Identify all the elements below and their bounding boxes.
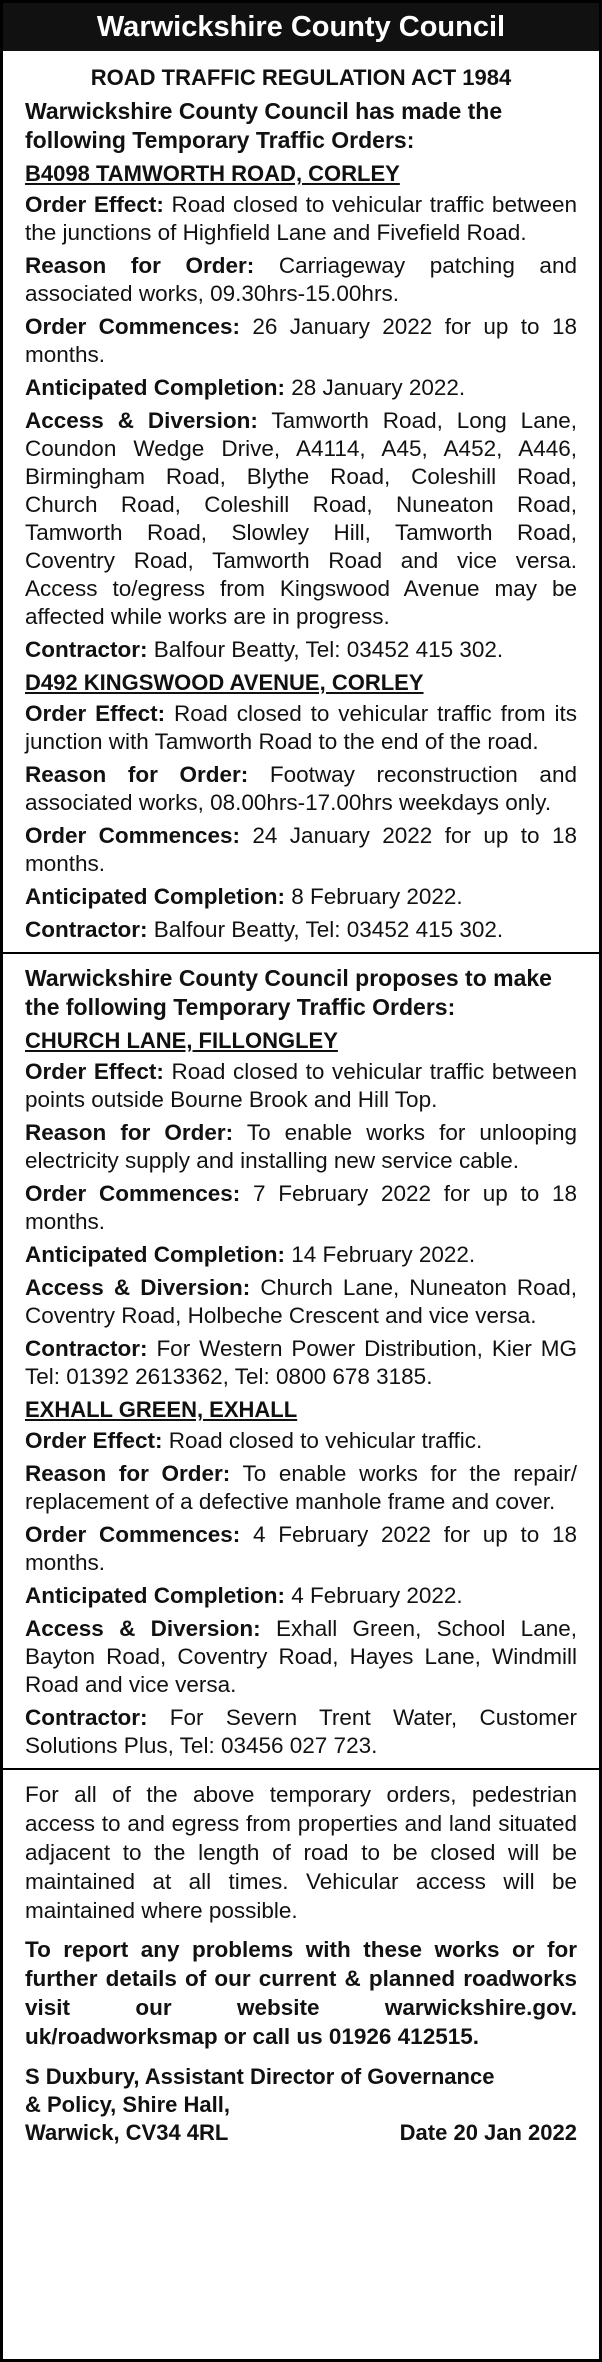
anticipated-completion [25, 374, 577, 402]
reason-for-order [25, 1460, 577, 1516]
order-heading: EXHALL GREEN, EXHALL [25, 1397, 298, 1422]
order-heading: CHURCH LANE, FILLONGLEY [25, 1028, 338, 1053]
field-text: Balfour Beatty, Tel: 03452 415 302. [153, 637, 504, 662]
anticipated-completion [25, 1241, 577, 1269]
signoff-block [25, 2063, 577, 2147]
proposed-orders-intro: Warwickshire County Council proposes to make the following Temporary Traffic Orders: [25, 965, 552, 1020]
field-text: Tamworth Road, Long Lane, Coundon Wedge Drive, A4114, A45, A452, A446, Birmingham Road, Blythe Road, Coleshill Road, Church Road, Coleshill Road, Nuneaton Road, Tamworth Road, Slowley Hill, Tamworth Road, Coventry Road, Tamworth Road and vice versa. Access to/egress from Kingswood Avenue may be affected while works are in progress. [25, 408, 577, 629]
section-divider [3, 1768, 599, 1770]
field-label: Reason for Order: [25, 1120, 234, 1145]
order-heading: B4098 TAMWORTH ROAD, CORLEY [25, 161, 400, 186]
section-divider [3, 952, 599, 954]
field-label: Reason for Order: [25, 762, 249, 787]
field-text: 4 February 2022 for up to 18 months. [25, 1522, 577, 1575]
signatory-address: Warwick, CV34 4RL [25, 2120, 229, 2145]
field-label: Order Commences: [25, 314, 240, 339]
contractor [25, 916, 577, 944]
field-text: Footway reconstruction and associated works, 08.00hrs-17.00hrs weekdays only. [25, 762, 577, 815]
field-text: 7 February 2022 for up to 18 months. [25, 1181, 577, 1234]
field-text: For Western Power Distribution, Kier MG Tel: 01392 2613362, Tel: 0800 678 3185. [25, 1336, 577, 1389]
order-section [25, 670, 577, 944]
access-diversion [25, 1274, 577, 1330]
field-text: 26 January 2022 for up to 18 months. [25, 314, 577, 367]
order-commences [25, 822, 577, 878]
field-label: Order Commences: [25, 1181, 241, 1206]
field-label: Contractor: [25, 1705, 148, 1730]
access-diversion [25, 1615, 577, 1699]
field-label: Anticipated Completion: [25, 1242, 285, 1267]
field-text: To enable works for the repair/ replacement of a defective manhole frame and cover. [25, 1461, 577, 1514]
field-label: Access & Diversion: [25, 1616, 261, 1641]
field-text: Road closed to vehicular traffic. [168, 1428, 483, 1453]
field-label: Anticipated Completion: [25, 375, 285, 400]
field-text: 14 February 2022. [291, 1242, 476, 1267]
field-text: Church Lane, Nuneaton Road, Coventry Road, Holbeche Crescent and vice versa. [25, 1275, 577, 1328]
order-commences [25, 1180, 577, 1236]
order-effect [25, 191, 577, 247]
access-diversion [25, 407, 577, 631]
field-text: Balfour Beatty, Tel: 03452 415 302. [153, 917, 504, 942]
anticipated-completion [25, 1582, 577, 1610]
signatory-line: & Policy, Shire Hall, [25, 2092, 230, 2117]
field-label: Reason for Order: [25, 253, 255, 278]
made-orders-intro: Warwickshire County Council has made the following Temporary Traffic Orders: [25, 98, 503, 153]
order-commences [25, 1521, 577, 1577]
field-label: Anticipated Completion: [25, 1583, 285, 1608]
contractor [25, 636, 577, 664]
field-text: 4 February 2022. [291, 1583, 463, 1608]
council-banner: Warwickshire County Council [3, 3, 599, 51]
order-heading: D492 KINGSWOOD AVENUE, CORLEY [25, 670, 424, 695]
field-text: 24 January 2022 for up to 18 months. [25, 823, 577, 876]
contractor [25, 1704, 577, 1760]
field-label: Order Commences: [25, 823, 240, 848]
access-note: For all of the above temporary orders, pedestrian access to and egress from properties and land situated adjacent to the length of road to be closed will be maintained at all times. Vehicular access will be maintained where possible. [25, 1782, 577, 1923]
reason-for-order [25, 252, 577, 308]
order-effect [25, 1427, 577, 1455]
field-label: Order Effect: [25, 1428, 163, 1453]
contractor [25, 1335, 577, 1391]
field-label: Order Effect: [25, 701, 166, 726]
act-title: ROAD TRAFFIC REGULATION ACT 1984 [90, 65, 512, 90]
order-section [25, 1028, 577, 1391]
field-text: 28 January 2022. [291, 375, 466, 400]
signatory-line: S Duxbury, Assistant Director of Governance [25, 2064, 495, 2089]
field-label: Anticipated Completion: [25, 884, 285, 909]
address-date-row [25, 2119, 577, 2147]
field-label: Order Commences: [25, 1522, 241, 1547]
field-text: Road closed to vehicular traffic between the junctions of Highfield Lane and Fivefield Road. [25, 192, 577, 245]
field-label: Reason for Order: [25, 1461, 231, 1486]
field-text: 8 February 2022. [291, 884, 463, 909]
field-text: Road closed to vehicular traffic between points outside Bourne Brook and Hill Top. [25, 1059, 577, 1112]
notice-date: Date 20 Jan 2022 [399, 2120, 577, 2145]
order-effect [25, 700, 577, 756]
order-effect [25, 1058, 577, 1114]
field-label: Order Effect: [25, 192, 164, 217]
report-problems-note: To report any problems with these works or for further details of our current & planned roadworks visit our website warwickshire.gov. uk/roadworksmap or call us 01926 412515. [25, 1937, 577, 2049]
field-label: Order Effect: [25, 1059, 164, 1084]
order-section [25, 1397, 577, 1760]
field-label: Access & Diversion: [25, 1275, 251, 1300]
field-text: To enable works for unlooping electricity supply and installing new service cable. [25, 1120, 577, 1173]
field-label: Contractor: [25, 1336, 148, 1361]
reason-for-order [25, 761, 577, 817]
field-label: Contractor: [25, 637, 148, 662]
field-label: Access & Diversion: [25, 408, 258, 433]
field-label: Contractor: [25, 917, 148, 942]
order-section [25, 161, 577, 664]
field-text: For Severn Trent Water, Customer Solutions Plus, Tel: 03456 027 723. [25, 1705, 577, 1758]
reason-for-order [25, 1119, 577, 1175]
field-text: Exhall Green, School Lane, Bayton Road, Coventry Road, Hayes Lane, Windmill Road and vice versa. [25, 1616, 577, 1697]
notice-content [3, 51, 599, 2147]
anticipated-completion [25, 883, 577, 911]
field-text: Road closed to vehicular traffic from its junction with Tamworth Road to the end of the road. [25, 701, 577, 754]
order-commences [25, 313, 577, 369]
field-text: Carriageway patching and associated works, 09.30hrs-15.00hrs. [25, 253, 577, 306]
